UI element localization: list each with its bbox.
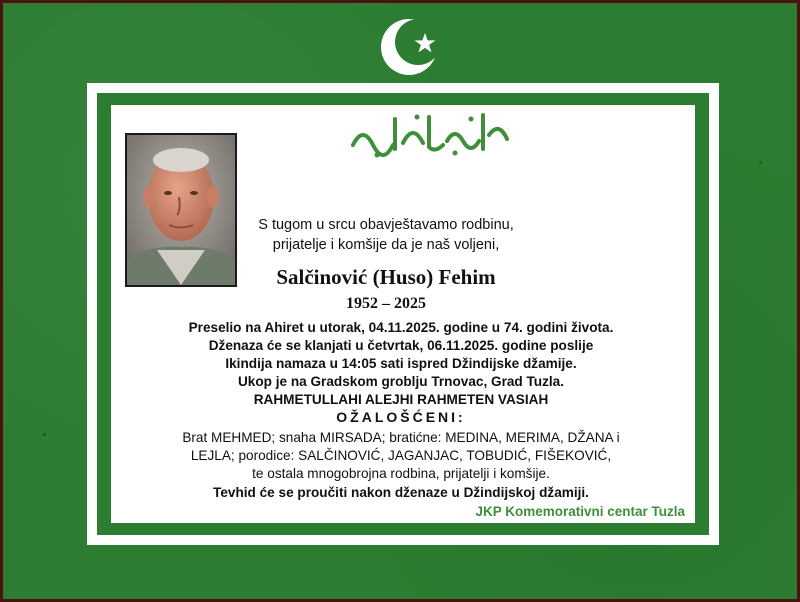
crescent-star-icon <box>381 15 445 79</box>
life-years: 1952 – 2025 <box>346 295 426 312</box>
arabic-calligraphy-icon <box>343 105 513 163</box>
notice-inner-border <box>97 93 709 535</box>
intro-line: prijatelje i komšije da je naš voljeni, <box>272 237 500 253</box>
speck <box>43 433 46 436</box>
tevhid-text: Tevhid će se proučiti nakon dženaze u Džindijskoj džamiji. <box>213 485 589 500</box>
speck <box>759 161 762 164</box>
mourners-line: Brat MEHMED; snaha MIRSADA; bratićne: MEDINA, MERIMA, DŽANA i <box>182 430 620 445</box>
mourners-heading: OŽALOŠĆENI: <box>336 409 466 425</box>
deceased-name: Salčinović (Huso) Fehim <box>276 265 496 289</box>
detail-line: Ukop je na Gradskom groblju Trnovac, Grad Tuzla. <box>237 374 565 389</box>
mourners-line: LEJLA; porodice: SALČINOVIĆ, JAGANJAC, TOBUDIĆ, FIŠEKOVIĆ, <box>190 448 612 463</box>
notice-card <box>111 105 695 523</box>
detail-line: Preselio na Ahiret u utorak, 04.11.2025. godine u 74. godini života. <box>188 320 614 335</box>
mourners-line: te ostala mnogobrojna rodbina, prijatelji i komšije. <box>252 466 550 481</box>
prayer-text: RAHMETULLAHI ALEJHI RAHMETEN VASIAH <box>253 392 549 407</box>
detail-line: Dženaza će se klanjati u četvrtak, 06.11.2025. godine poslije <box>208 338 594 353</box>
intro-text <box>251 215 521 255</box>
notice-frame <box>87 83 719 545</box>
publisher-name: JKP Komemorativni centar Tuzla <box>475 504 685 519</box>
portrait-photo <box>125 133 237 287</box>
intro-line: S tugom u srcu obavještavamo rodbinu, <box>258 217 514 233</box>
detail-line: Ikindija namaza u 14:05 sati ispred Džindijske džamije. <box>225 356 577 371</box>
